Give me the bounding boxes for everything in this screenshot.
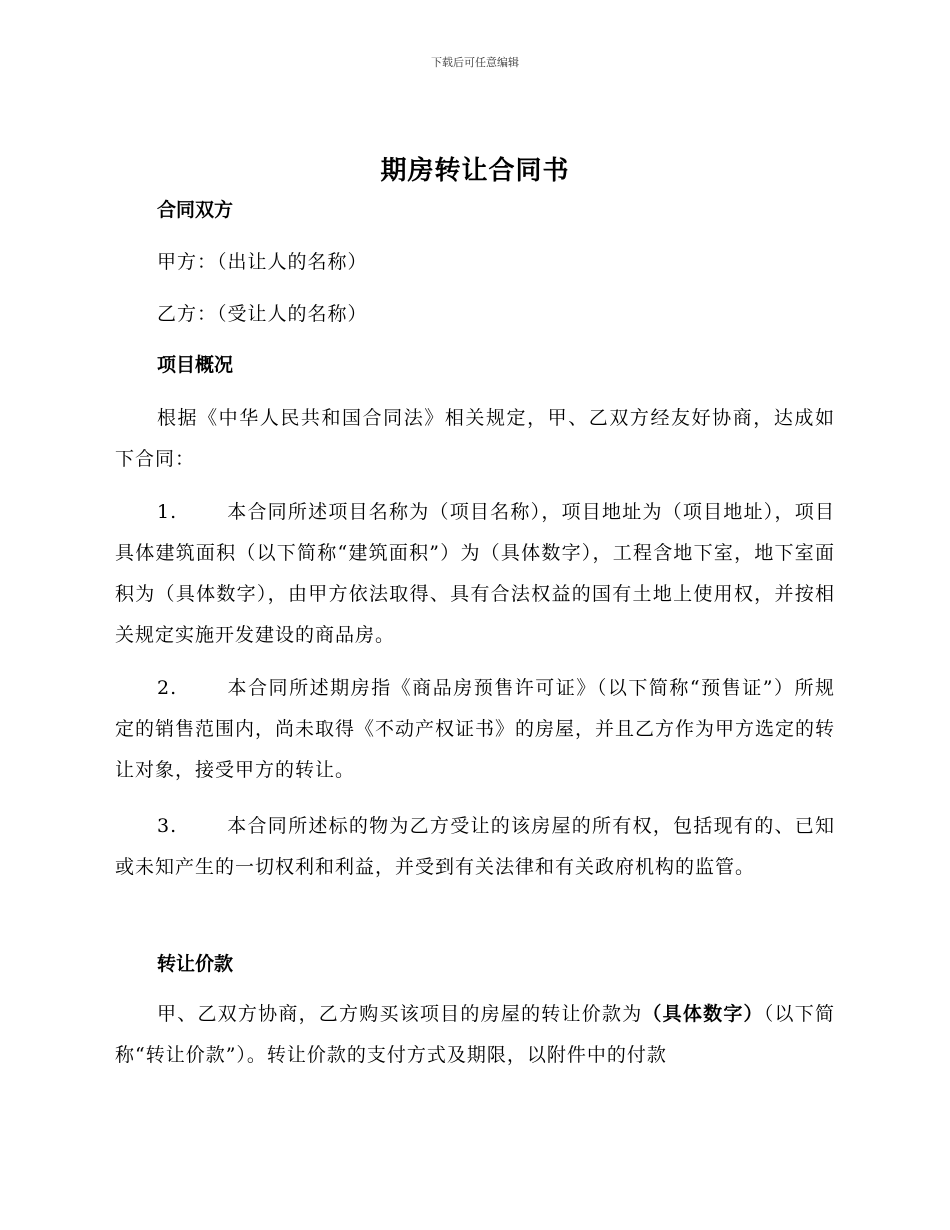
document-title: 期房转让合同书 [380, 156, 570, 186]
item-number: 3. [157, 815, 178, 837]
item-text: 本合同所述项目名称为（项目名称），项目地址为（项目地址），项目具体建筑面积（以下简称“建筑面积”）为（具体数字），工程含地下室，地下室面积为（具体数字），由甲方依法取得、具有合法权益的国有土地上使用权，并按相关规定实施开发建设的商品房。 [115, 501, 835, 646]
price-paragraph [115, 994, 835, 1076]
price-text-before: 甲、乙双方协商，乙方购买该项目的房屋的转让价款为 [157, 1003, 643, 1025]
list-item [115, 668, 835, 791]
list-item [115, 492, 835, 656]
overview-item-1 [115, 492, 835, 656]
price-heading: 转让价款 [157, 953, 234, 975]
overview-heading: 项目概况 [157, 354, 234, 376]
item-text: 本合同所述期房指《商品房预售许可证》（以下简称“预售证”）所规定的销售范围内，尚未取得《不动产权证书》的房屋，并且乙方作为甲方选定的转让对象，接受甲方的转让。 [115, 677, 836, 781]
price-text-after: （以下简称“转让价款”）。转让价款的支付方式及期限，以附件中的付款 [115, 1003, 835, 1066]
overview-section [115, 345, 835, 386]
page-header: 下载后可任意编辑 [431, 56, 519, 69]
overview-intro: 根据《中华人民共和国合同法》相关规定，甲、乙双方经友好协商，达成如下合同： [115, 407, 835, 470]
price-paragraph-block [115, 994, 835, 1076]
item-number: 2. [157, 677, 178, 699]
party-a-text: 甲方：（出让人的名称） [157, 251, 368, 273]
list-item [115, 806, 835, 888]
overview-intro-block [115, 398, 835, 480]
price-section [115, 944, 835, 985]
parties-heading: 合同双方 [157, 199, 234, 221]
parties-section [115, 190, 835, 231]
overview-item-2 [115, 668, 835, 791]
item-text: 本合同所述标的物为乙方受让的该房屋的所有权，包括现有的、已知或未知产生的一切权利和利益，并受到有关法律和有关政府机构的监管。 [115, 815, 835, 878]
price-amount-placeholder: （具体数字） [642, 1003, 764, 1025]
overview-item-3 [115, 806, 835, 888]
party-a-line [115, 242, 835, 283]
item-number: 1. [157, 501, 178, 523]
party-b-line [115, 294, 835, 335]
party-b-text: 乙方：（受让人的名称） [157, 303, 368, 325]
